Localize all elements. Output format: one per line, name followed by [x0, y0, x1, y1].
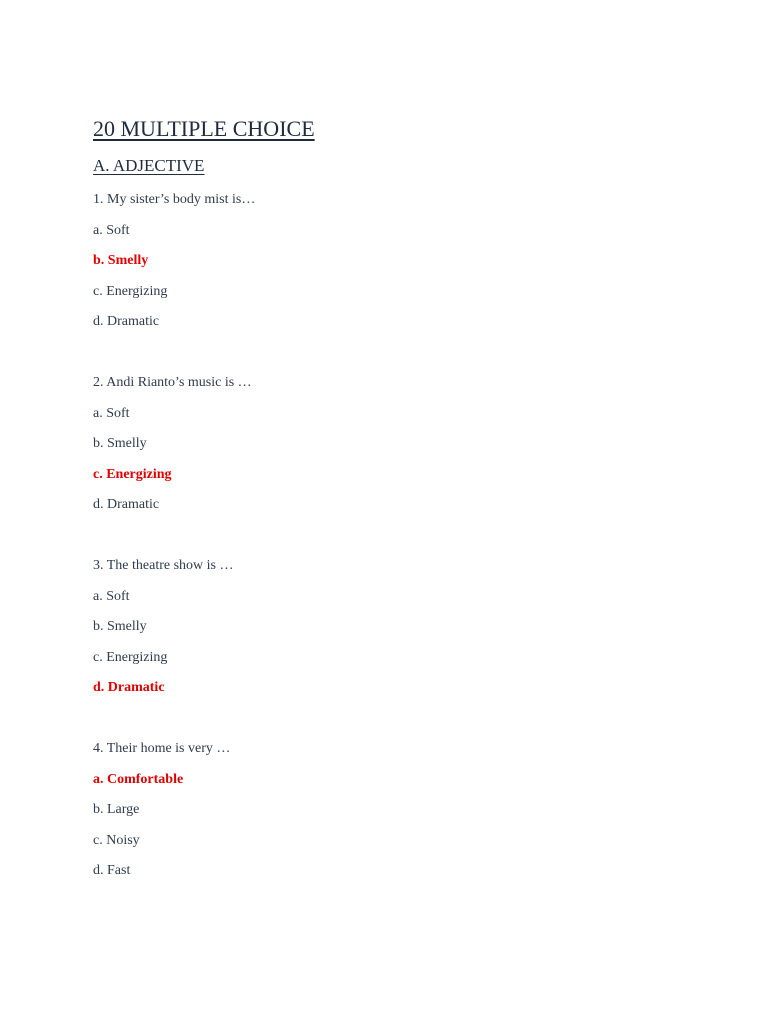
- question-prompt: 2. Andi Rianto’s music is …: [93, 375, 252, 390]
- question-4: [93, 739, 693, 892]
- question-1: [93, 190, 693, 343]
- section-title: A. ADJECTIVE: [93, 156, 205, 175]
- option-a: a. Soft: [93, 588, 130, 604]
- question-prompt: 1. My sister’s body mist is…: [93, 192, 256, 207]
- correct-option: b. Smelly: [93, 253, 149, 268]
- question-2: [93, 373, 693, 526]
- question-prompt: 4. Their home is very …: [93, 741, 231, 756]
- correct-option: a. Comfortable: [93, 771, 184, 787]
- question-3: [93, 556, 693, 709]
- correct-option: c. Energizing: [93, 466, 172, 482]
- option-c: c. Energizing: [93, 649, 168, 665]
- option-c: c. Energizing: [93, 283, 168, 299]
- option-b: b. Smelly: [93, 436, 147, 451]
- question-list: [93, 190, 693, 922]
- document-title: 20 MULTIPLE CHOICE: [93, 116, 315, 141]
- option-d: d. Fast: [93, 863, 131, 878]
- option-b: b. Smelly: [93, 619, 147, 634]
- option-c: c. Noisy: [93, 832, 140, 848]
- option-a: a. Soft: [93, 222, 130, 238]
- option-b: b. Large: [93, 802, 140, 817]
- option-a: a. Soft: [93, 405, 130, 421]
- option-d: d. Dramatic: [93, 497, 160, 512]
- question-prompt: 3. The theatre show is …: [93, 558, 234, 573]
- option-d: d. Dramatic: [93, 314, 160, 329]
- correct-option: d. Dramatic: [93, 680, 165, 695]
